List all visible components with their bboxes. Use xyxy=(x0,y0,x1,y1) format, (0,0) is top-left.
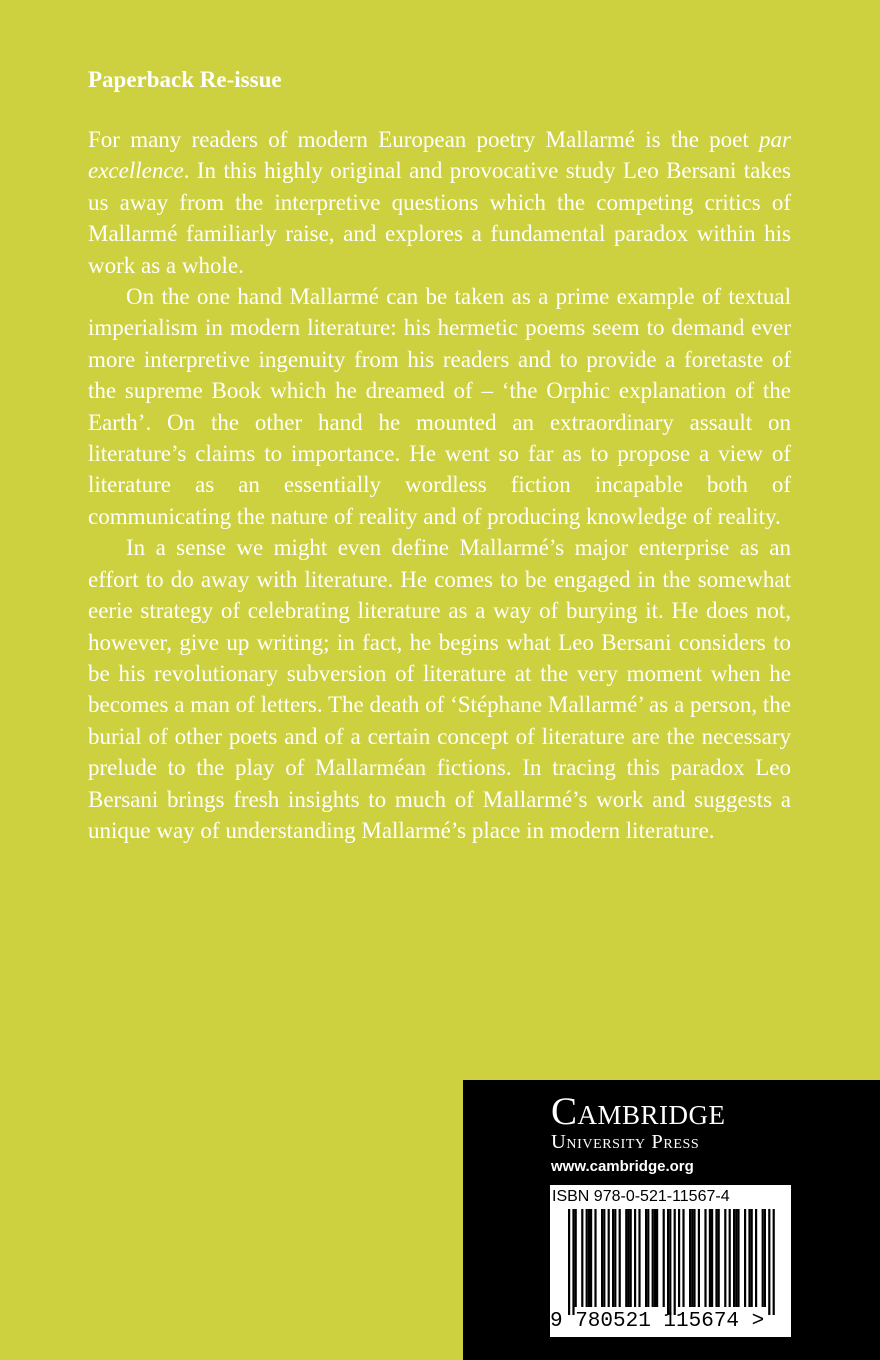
publisher-panel xyxy=(463,1080,880,1360)
barcode-panel xyxy=(550,1185,791,1337)
barcode-digits: 9 780521 115674 > xyxy=(550,1310,765,1333)
blurb-paragraph-2: On the one hand Mallarmé can be taken as a prime example of textual imperialism in modern literature: his hermetic poems seem to demand ever more interpretive ingenuity from his readers and to provide a foretaste of the supreme Book which he dreamed of – ‘the Orphic explanation of the Earth’. On the other hand he mounted an extraordinary assault on literature’s claims to importance. He went so far as to propose a view of literature as an essentially wordless fiction incapable both of communicating the nature of reality and of producing knowledge of reality. xyxy=(88,284,791,529)
edition-heading: Paperback Re-issue xyxy=(88,67,282,92)
publisher-url[interactable]: www.cambridge.org xyxy=(551,1158,694,1175)
blurb-p1-end: . In this highly original and provocative study Leo Bersani takes us away from the interpretive questions which the competing critics of Mallarmé familiarly raise, and explores a fundamental paradox within his work as a whole. xyxy=(88,158,791,278)
publisher-name: Cambridge xyxy=(551,1090,726,1133)
blurb-p1-italic: par excellence xyxy=(88,127,791,184)
isbn-label: ISBN 978-0-521-11567-4 xyxy=(552,1188,730,1205)
blurb-paragraph-1 xyxy=(88,124,791,281)
blurb-paragraph-3: In a sense we might even define Mallarmé’s major enterprise as an effort to do away with literature. He comes to be engaged in the somewhat eerie strategy of celebrating literature as a way of burying it. He does not, however, give up writing; in fact, he begins what Leo Bersani considers to be his revolutionary subversion of literature at the very moment when he becomes a man of letters. The death of ‘Stéphane Mallarmé’ as a person, the burial of other poets and of a certain concept of literature are the necessary prelude to the play of Mallarméan fictions. In tracing this paradox Leo Bersani brings fresh insights to much of Mallarmé’s work and suggests a unique way of understanding Mallarmé’s place in modern literature. xyxy=(88,535,791,843)
blurb-p1-start: For many readers of modern European poetry Mallarmé is the poet xyxy=(88,127,760,152)
blurb-text xyxy=(88,124,791,846)
publisher-subtitle: University Press xyxy=(551,1131,700,1153)
